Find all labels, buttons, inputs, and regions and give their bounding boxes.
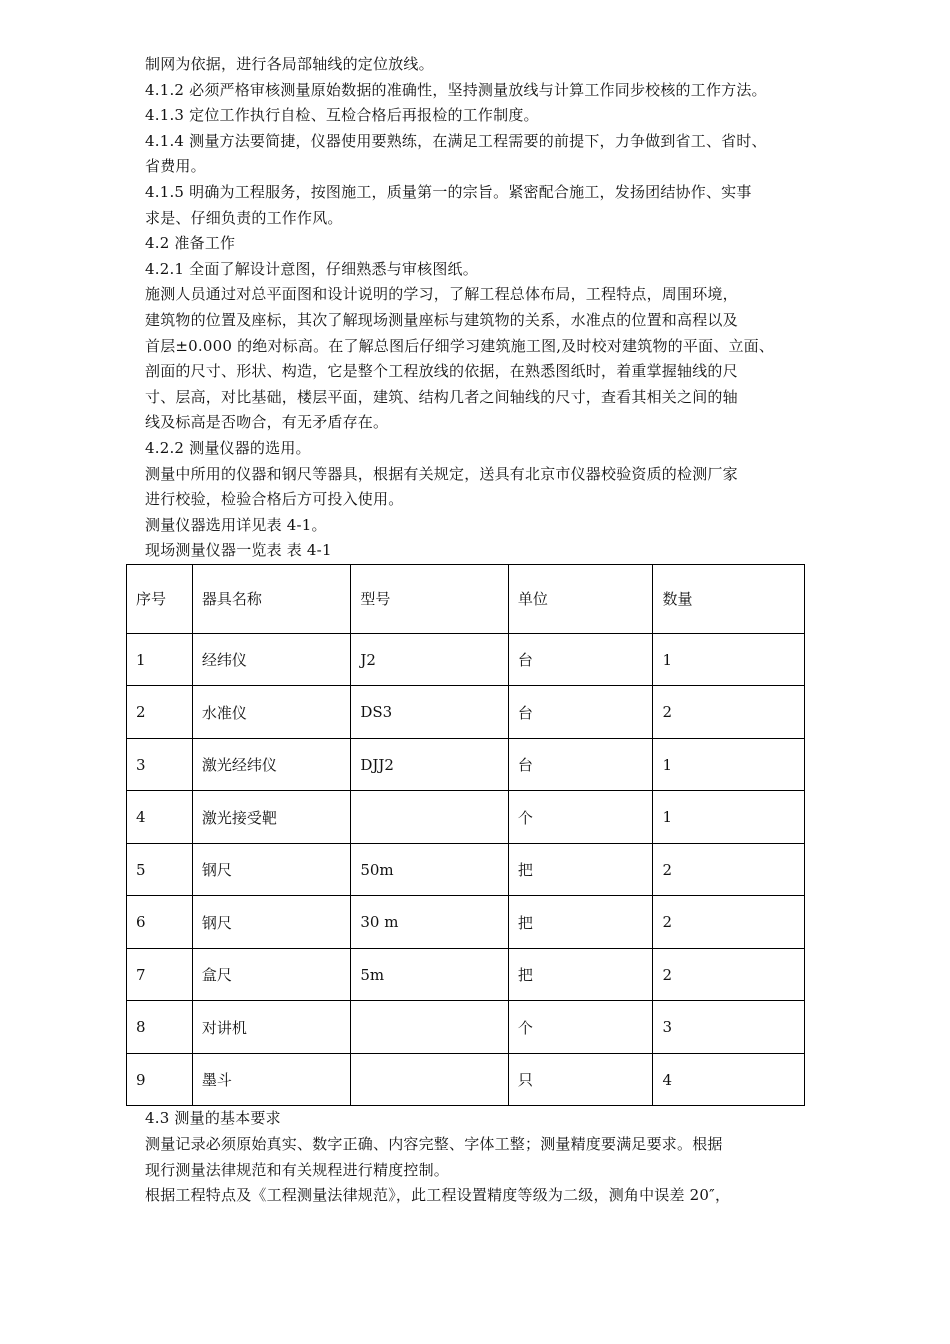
table-cell: 经纬仪 — [192, 633, 351, 686]
table-row — [127, 948, 805, 1001]
table-row — [127, 791, 805, 844]
table-cell: 台 — [508, 633, 653, 686]
table-cell: 4 — [127, 791, 193, 844]
text-line: 施测人员通过对总平面图和设计说明的学习，了解工程总体布局，工程特点，周围环境， — [145, 285, 738, 304]
text-line: 省费用。 — [145, 157, 206, 176]
table-cell: 6 — [127, 896, 193, 949]
table-row — [127, 1001, 805, 1054]
instrument-table — [126, 564, 805, 1107]
text-line: 根据工程特点及《工程测量法律规范》，此工程设置精度等级为二级，测角中误差 20″， — [145, 1186, 731, 1205]
table-cell: 个 — [508, 1001, 653, 1054]
table-cell: 3 — [653, 1001, 805, 1054]
text-line: 4.1.2 必须严格审核测量原始数据的准确性，坚持测量放线与计算工作同步校核的工作方法。 — [145, 80, 767, 99]
table-cell: 1 — [653, 633, 805, 686]
table-cell: 3 — [127, 738, 193, 791]
table-row — [127, 633, 805, 686]
table-cell: DS3 — [351, 686, 509, 739]
text-line: 测量仪器选用详见表 4-1。 — [145, 515, 327, 534]
text-line: 求是、仔细负责的工作作风。 — [145, 208, 343, 227]
table-cell: 墨斗 — [192, 1053, 351, 1106]
table-cell: 只 — [508, 1053, 653, 1106]
table-header-cell: 序号 — [127, 564, 193, 633]
table-row — [127, 686, 805, 739]
table-cell: 1 — [127, 633, 193, 686]
table-row — [127, 843, 805, 896]
text-line: 4.2.2 测量仪器的选用。 — [145, 438, 311, 457]
text-line: 进行校验，检验合格后方可投入使用。 — [145, 490, 404, 509]
table-cell: 激光经纬仪 — [192, 738, 351, 791]
table-cell: 把 — [508, 896, 653, 949]
table-cell: 钢尺 — [192, 896, 351, 949]
text-line: 测量中所用的仪器和钢尺等器具，根据有关规定，送具有北京市仪器校验资质的检测厂家 — [145, 464, 738, 483]
table-cell: 台 — [508, 738, 653, 791]
table-cell: J2 — [351, 633, 509, 686]
text-line: 4.3 测量的基本要求 — [145, 1109, 281, 1128]
table-cell: 1 — [653, 738, 805, 791]
text-line: 4.1.4 测量方法要简捷，仪器使用要熟练，在满足工程需要的前提下，力争做到省工、省时、 — [145, 131, 767, 150]
table-header-row — [127, 564, 805, 633]
table-cell: 1 — [653, 791, 805, 844]
table-cell: 2 — [127, 686, 193, 739]
table-cell: 激光接受靶 — [192, 791, 351, 844]
table-cell: 钢尺 — [192, 843, 351, 896]
table-cell: 7 — [127, 948, 193, 1001]
table-cell — [351, 1001, 509, 1054]
table-cell: 5 — [127, 843, 193, 896]
text-line: 剖面的尺寸、形状、构造，它是整个工程放线的依据，在熟悉图纸时，着重掌握轴线的尺 — [145, 362, 738, 381]
text-line: 现行测量法律规范和有关规程进行精度控制。 — [145, 1160, 450, 1179]
table-cell: 对讲机 — [192, 1001, 351, 1054]
table-cell: 个 — [508, 791, 653, 844]
table-cell: 9 — [127, 1053, 193, 1106]
text-line: 首层±0.000 的绝对标高。在了解总图后仔细学习建筑施工图,及时校对建筑物的平面、立面、 — [145, 336, 775, 355]
table-header-cell: 器具名称 — [192, 564, 351, 633]
table-cell: 8 — [127, 1001, 193, 1054]
table-cell: 台 — [508, 686, 653, 739]
table-caption: 现场测量仪器一览表 表 4-1 — [145, 541, 332, 560]
table-cell: DJJ2 — [351, 738, 509, 791]
table-cell: 5m — [351, 948, 509, 1001]
text-line: 线及标高是否吻合，有无矛盾存在。 — [145, 413, 389, 432]
table-cell: 30 m — [351, 896, 509, 949]
text-line: 4.2.1 全面了解设计意图，仔细熟悉与审核图纸。 — [145, 259, 478, 278]
text-line: 制网为依据，进行各局部轴线的定位放线。 — [145, 55, 434, 73]
table-cell: 盒尺 — [192, 948, 351, 1001]
table-header-cell: 型号 — [351, 564, 509, 633]
table-row — [127, 1053, 805, 1106]
table-cell: 把 — [508, 843, 653, 896]
text-line: 4.1.5 明确为工程服务，按图施工，质量第一的宗旨。紧密配合施工，发扬团结协作、实事 — [145, 182, 752, 201]
table-cell: 2 — [653, 843, 805, 896]
text-line: 建筑物的位置及座标，其次了解现场测量座标与建筑物的关系，水准点的位置和高程以及 — [145, 310, 738, 329]
text-line: 测量记录必须原始真实、数字正确、内容完整、字体工整；测量精度要满足要求。根据 — [145, 1134, 723, 1153]
table-cell: 2 — [653, 686, 805, 739]
table-header-cell: 单位 — [508, 564, 653, 633]
table-cell: 把 — [508, 948, 653, 1001]
text-line: 寸、层高，对比基础，楼层平面，建筑、结构几者之间轴线的尺寸，查看其相关之间的轴 — [145, 387, 738, 406]
table-header-cell: 数量 — [653, 564, 805, 633]
body-text-top — [145, 52, 825, 538]
body-text-bottom — [145, 1106, 825, 1208]
table-row — [127, 896, 805, 949]
table-cell: 2 — [653, 896, 805, 949]
table-cell: 50m — [351, 843, 509, 896]
text-line: 4.1.3 定位工作执行自检、互检合格后再报检的工作制度。 — [145, 106, 539, 125]
table-cell — [351, 1053, 509, 1106]
table-cell: 水准仪 — [192, 686, 351, 739]
table-cell: 2 — [653, 948, 805, 1001]
text-line: 4.2 准备工作 — [145, 234, 236, 253]
table-cell: 4 — [653, 1053, 805, 1106]
document-page — [136, 52, 825, 1209]
table-row — [127, 738, 805, 791]
table-cell — [351, 791, 509, 844]
